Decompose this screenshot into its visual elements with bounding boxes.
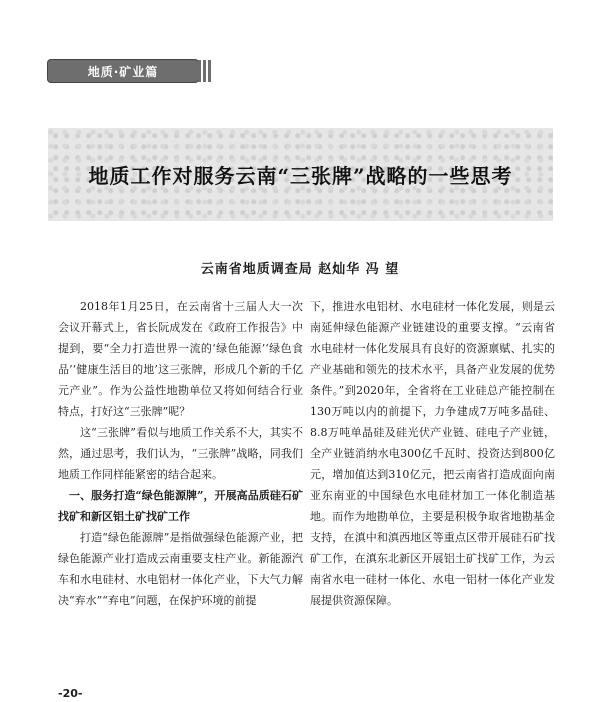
- title-band: [48, 128, 553, 221]
- paragraph: 这“三张牌”看似与地质工作关系不大，其实不然，通过思考，我们认为，“三张牌”战略，同我们地质工作同样能紧密的结合起来。: [58, 426, 303, 481]
- section-tag: [48, 60, 198, 82]
- section-tag-ornament: [198, 60, 212, 82]
- left-column: [58, 296, 303, 611]
- author-byline: 云南省地质调查局 赵灿华 冯 望: [200, 262, 400, 277]
- paragraph: 2018年1月25日，在云南省十三届人大一次会议开幕式上，省长阮成发在《政府工作报告》中提到，要“全力打造世界一流的‘绿色能源’‘绿色食品’‘健康生活目的地’这三张牌，形成几个新的千亿元产业”。作为公益性地勘单位又将如何结合行业特点，打好这“三张牌”呢？: [58, 300, 303, 418]
- right-column: [310, 296, 555, 611]
- page-number: -20-: [58, 687, 83, 700]
- paragraph: 打造“绿色能源牌”是指做强绿色能源产业，把绿色能源产业打造成云南重要支柱产业。新能源汽车和水电硅材、水电铝材一体化产业，下大气力解决“弃水”“弃电”问题，在保护环境的前提: [58, 531, 303, 607]
- article-title: 地质工作对服务云南“三张牌”战略的一些思考: [88, 164, 513, 188]
- section-tag-label: 地质·矿业篇: [87, 65, 159, 79]
- section-heading: 一、服务打造“绿色能源牌”，开展高品质硅石矿找矿和新区铝土矿找矿工作: [58, 489, 303, 523]
- paragraph: 下，推进水电铝材、水电硅材一体化发展，则是云南延伸绿色能源产业链建设的重要支撑。“云南省水电硅材一体化发展具有良好的资源禀赋、扎实的产业基础和领先的技术水平，具备产业发展的优势条件。”到2020年，全省将在工业硅总产能控制在130万吨以内的前提下，力争建成7万吨多晶硅、8.8万吨单晶硅及硅光伏产业链、硅电子产业链，全产业链消纳水电300亿千瓦时、投资达到800亿元，增加值达到310亿元，把云南省打造成面向南亚东南亚的中国绿色水电硅材加工一体化制造基地。而作为地勘单位，主要是积极争取省地勘基金支持，在滇中和滇西地区等重点区带开展硅石矿找矿工作，在滇东北新区开展铝土矿找矿工作，为云南省水电一硅材一体化、水电一铝材一体化产业发展提供资源保障。: [310, 300, 555, 607]
